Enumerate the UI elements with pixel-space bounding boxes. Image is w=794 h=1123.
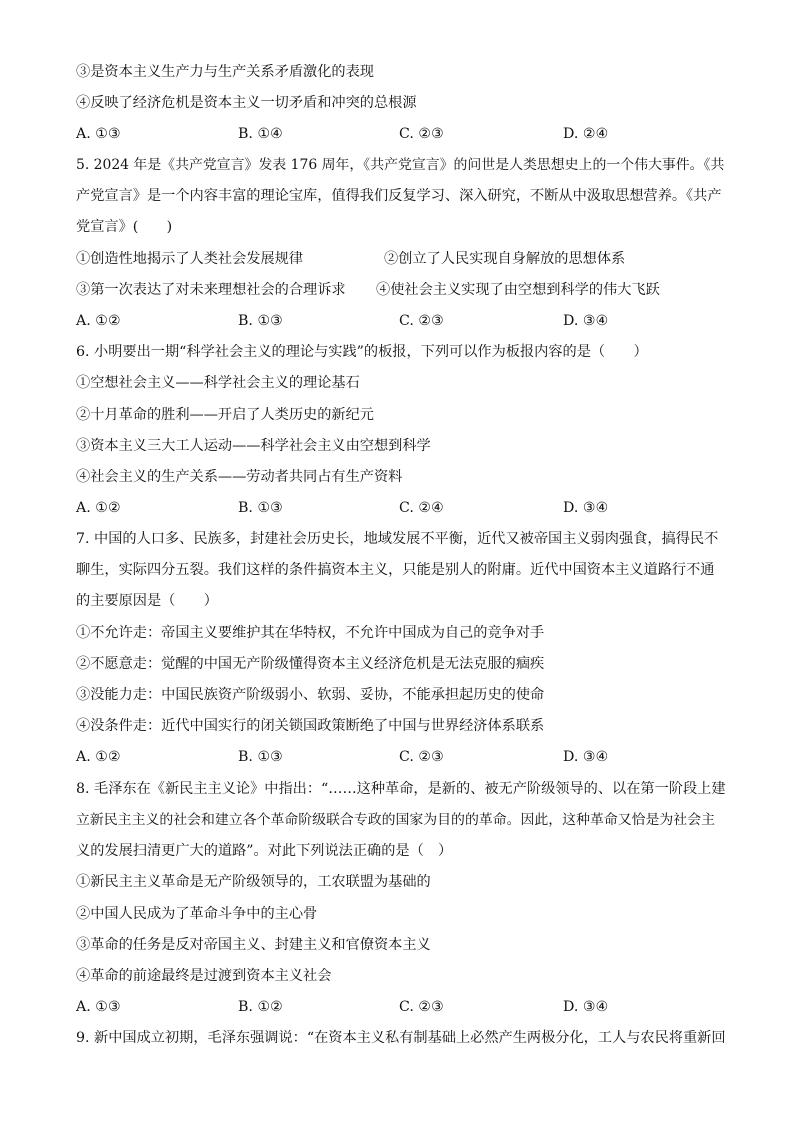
q6-item-4: ④社会主义的生产关系——劳动者共同占有生产资料 (76, 469, 403, 485)
q6-stem-line-1: 6. 小明要出一期“科学社会主义的理论与实践”的板报，下列可以作为板报内容的是（ ） (76, 344, 648, 360)
q5-items-row-1 (76, 249, 726, 269)
q7-item-2: ②不愿意走：觉醒的中国无产阶级懂得资本主义经济危机是无法克服的痼疾 (76, 656, 545, 672)
q5-option-c: C. ②③ (399, 313, 444, 329)
q6-option-d: D. ③④ (563, 500, 609, 516)
q8-option-d: D. ③④ (563, 999, 609, 1015)
q7-item-4: ④没条件走：近代中国实行的闭关锁国政策断绝了中国与世界经济体系联系 (76, 718, 545, 734)
q4-option-b: B. ①④ (238, 126, 283, 142)
q8-stem-line-2: 立新民主主义的社会和建立各个革命阶级联合专政的国家为目的的革命。因此，这种革命又恰是为社会主 (76, 812, 715, 828)
q7-stem-line-3: 的主要原因是（ ） (76, 593, 218, 609)
q6-option-c: C. ②④ (399, 500, 444, 516)
q8-item-1: ①新民主主义革命是无产阶级领导的，工农联盟为基础的 (76, 874, 431, 890)
q4-option-c: C. ②③ (399, 126, 444, 142)
q4-options (76, 124, 726, 144)
q4-option-a: A. ①③ (76, 126, 121, 142)
q7-stem-line-2: 聊生，实际四分五裂。我们这样的条件搞资本主义，只能是别人的附庸。近代中国资本主义道路行不通 (76, 562, 715, 578)
q7-option-d: D. ③④ (563, 749, 609, 765)
q6-option-b: B. ①③ (238, 500, 283, 516)
q8-option-b: B. ①② (238, 999, 283, 1015)
q7-stem-line-1: 7. 中国的人口多、民族多，封建社会历史长，地域发展不平衡，近代又被帝国主义弱肉强食，搞得民不 (76, 531, 719, 547)
q5-item-2: ②创立了人民实现自身解放的思想体系 (384, 251, 626, 267)
q8-option-c: C. ②③ (399, 999, 444, 1015)
q8-stem-line-3: 义的发展扫清更广大的道路”。对此下列说法正确的是（ ） (76, 843, 453, 859)
q5-option-a: A. ①② (76, 313, 121, 329)
q8-stem-line-1: 8. 毛泽东在《新民主主义论》中指出：“……这种革命，是新的、被无产阶级领导的、以在第一阶段上建 (76, 781, 726, 797)
q7-option-a: A. ①② (76, 749, 121, 765)
q6-option-a: A. ①② (76, 500, 121, 516)
q5-item-1: ①创造性地揭示了人类社会发展规律 (76, 251, 304, 267)
q5-option-b: B. ①③ (238, 313, 283, 329)
q6-item-2: ②十月革命的胜利——开启了人类历史的新纪元 (76, 407, 374, 423)
q7-option-c: C. ②③ (399, 749, 444, 765)
q7-option-b: B. ①③ (238, 749, 283, 765)
q5-item-4: ④使社会主义实现了由空想到科学的伟大飞跃 (376, 282, 660, 298)
q8-options (76, 997, 726, 1017)
q8-item-2: ②中国人民成为了革命斗争中的主心骨 (76, 906, 318, 922)
q8-item-4: ④革命的前途最终是过渡到资本主义社会 (76, 968, 332, 984)
q8-item-3: ③革命的任务是反对帝国主义、封建主义和官僚资本主义 (76, 937, 431, 953)
q7-item-3: ③没能力走：中国民族资产阶级弱小、软弱、妥协，不能承担起历史的使命 (76, 687, 545, 703)
q8-option-a: A. ①③ (76, 999, 121, 1015)
q5-stem-line-3: 党宣言》( ) (76, 219, 173, 235)
q6-options (76, 498, 726, 518)
q4-option-d: D. ②④ (563, 126, 609, 142)
q4-item-4: ④反映了经济危机是资本主义一切矛盾和冲突的总根源 (76, 95, 417, 111)
q9-stem-line-1: 9. 新中国成立初期，毛泽东强调说：“在资本主义私有制基础上必然产生两极分化，工人与农民将重新回 (76, 1030, 726, 1046)
q5-stem-line-2: 产党宣言》是一个内容丰富的理论宝库，值得我们反复学习、深入研究，不断从中汲取思想营养。《共产 (76, 188, 722, 204)
q6-item-1: ①空想社会主义——科学社会主义的理论基石 (76, 375, 360, 391)
q4-item-3: ③是资本主义生产力与生产关系矛盾激化的表现 (76, 64, 374, 80)
q7-item-1: ①不允许走：帝国主义要维护其在华特权，不允许中国成为自己的竞争对手 (76, 625, 545, 641)
q5-items-row-2 (76, 280, 726, 300)
q5-options (76, 311, 726, 331)
q5-option-d: D. ③④ (563, 313, 609, 329)
q6-item-3: ③资本主义三大工人运动——科学社会主义由空想到科学 (76, 438, 431, 454)
q5-item-3: ③第一次表达了对未来理想社会的合理诉求 (76, 282, 346, 298)
q7-options (76, 747, 726, 767)
q5-stem-line-1: 5. 2024 年是《共产党宣言》发表 176 周年，《共产党宣言》的问世是人类思想史上的一个伟大事件。《共 (76, 157, 725, 173)
